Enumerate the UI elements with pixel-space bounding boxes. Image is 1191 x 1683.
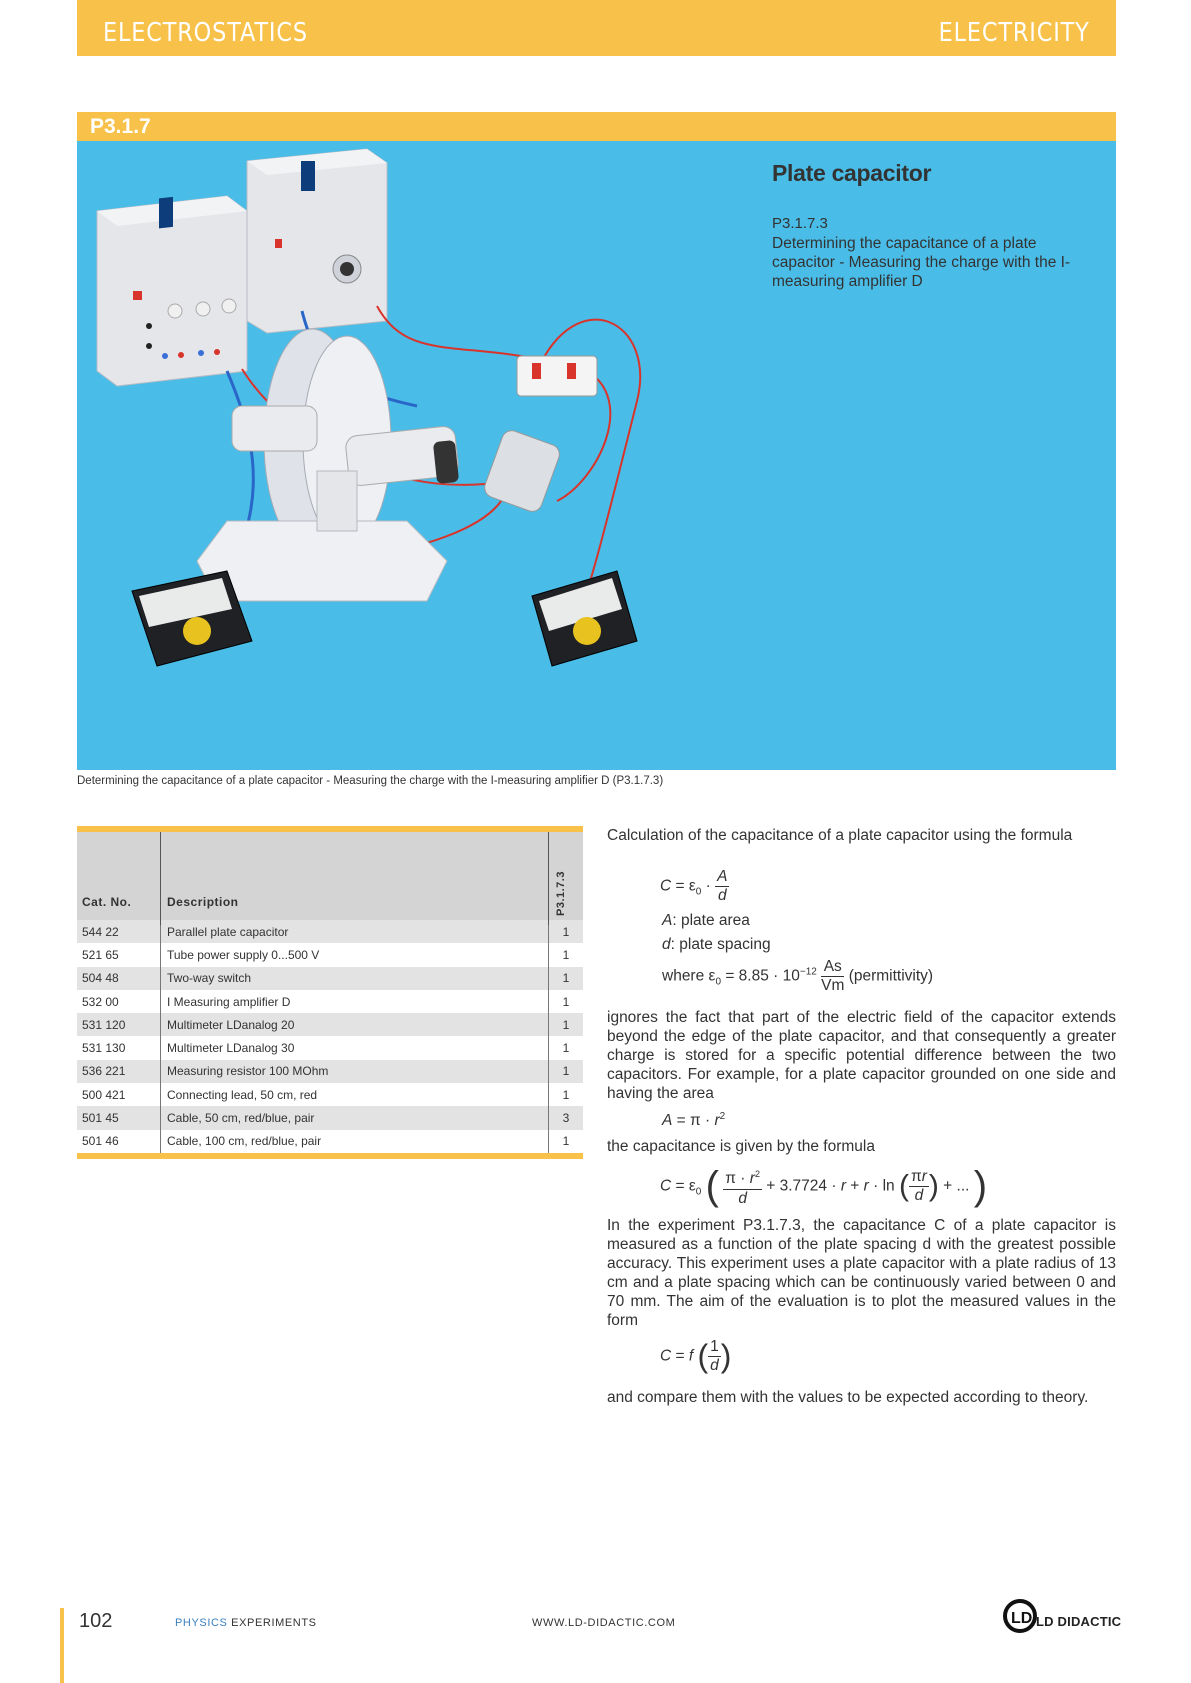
table-row — [77, 920, 583, 943]
equation-capacitance-corrected: $C = \varepsilon_0$ ( $\frac{\pi \cdot r^2}{d}$ + 3.7724 · r + r · ln ( $\frac{\pi r}{d}$ ) + ... ) — [660, 1164, 988, 1208]
table-row — [77, 1106, 583, 1129]
cell-quantity: 1 — [562, 1087, 570, 1102]
experiment-code: P3.1.7.3 — [772, 215, 828, 232]
cell-description: Tube power supply 0...500 V — [161, 943, 549, 966]
cell-description: Connecting lead, 50 cm, red — [161, 1083, 549, 1106]
cell-quantity: 1 — [562, 1064, 570, 1079]
table-row — [77, 943, 583, 966]
equipment-table — [77, 826, 583, 1159]
paragraph-formula-intro: the capacitance is given by the formula — [607, 1138, 875, 1155]
equation-permittivity: where $\varepsilon_0 = 8.85 \cdot 10^{-12}$ $\frac{As}{Vm}$ (permittivity) — [662, 958, 934, 994]
equation-area: $A = \pi \cdot r^2$ — [662, 1111, 726, 1130]
definition-a: A: plate area — [662, 912, 750, 929]
equation-capacitance: $C = \varepsilon_0$ · $\frac{A}{d}$ — [660, 868, 728, 904]
table-divider — [160, 832, 161, 925]
topic-title: Plate capacitor — [772, 160, 932, 186]
experiment-description: Determining the capacitance of a plate capacitor - Measuring the charge with the I-measuring amplifier D — [772, 235, 1071, 290]
table-body — [77, 920, 583, 1153]
cell-quantity: 1 — [562, 971, 570, 986]
cell-description: Multimeter LDanalog 30 — [161, 1036, 549, 1059]
cell-cat-no: 521 65 — [77, 943, 161, 966]
header-right-title: ELECTRICITY — [938, 18, 1090, 48]
cell-cat-no: 501 45 — [77, 1106, 161, 1129]
paragraph-field-extension: ignores the fact that part of the electric field of the capacitor extends beyond the edge of the plate capacitor, and that consequently a greater charge is stored for a specific potential difference between the two capacitors. For example, for a plate capacitor grounded on one side and having the area — [607, 1009, 1116, 1102]
cell-cat-no: 544 22 — [77, 920, 161, 943]
cell-quantity: 1 — [562, 924, 570, 939]
cell-cat-no: 504 48 — [77, 967, 161, 990]
paragraph-experiment: In the experiment P3.1.7.3, the capacitance C of a plate capacitor is measured as a function of the plate spacing d with the greatest possible accuracy. This experiment uses a plate capacitor with a plate radius of 13 cm and a plate spacing which can be continuously varied between 0 and 70 mm. The aim of the evaluation is to plot the measured values in the form — [607, 1217, 1116, 1329]
table-bottom-rule — [77, 1153, 583, 1159]
paragraph-compare: and compare them with the values to be expected according to theory. — [607, 1389, 1089, 1406]
cell-description: Multimeter LDanalog 20 — [161, 1013, 549, 1036]
cell-quantity: 1 — [562, 1134, 570, 1149]
svg-text:LD: LD — [1011, 1610, 1033, 1627]
footer-category: PHYSICS EXPERIMENTS — [175, 1617, 317, 1629]
cell-cat-no: 531 130 — [77, 1036, 161, 1059]
header-description: Description — [167, 895, 239, 909]
cell-description: Cable, 50 cm, red/blue, pair — [161, 1106, 549, 1129]
logo-text: LD DIDACTIC — [1036, 1614, 1122, 1629]
cell-description: Measuring resistor 100 MOhm — [161, 1060, 549, 1083]
cell-description: Parallel plate capacitor — [161, 920, 549, 943]
table-row — [77, 1060, 583, 1083]
header-left-title: ELECTROSTATICS — [103, 18, 308, 48]
cell-cat-no: 531 120 — [77, 1013, 161, 1036]
cell-quantity: 1 — [562, 947, 570, 962]
paragraph-intro: Calculation of the capacitance of a plate capacitor using the formula — [607, 827, 1073, 844]
cell-cat-no: 532 00 — [77, 990, 161, 1013]
cell-description: I Measuring amplifier D — [161, 990, 549, 1013]
table-row — [77, 1013, 583, 1036]
cell-quantity: 1 — [562, 1041, 570, 1056]
cell-description: Cable, 100 cm, red/blue, pair — [161, 1130, 549, 1153]
table-header — [77, 832, 583, 920]
figure-caption: Determining the capacitance of a plate capacitor - Measuring the charge with the I-measuring amplifier D (P3.1.7.3) — [77, 775, 664, 787]
table-divider — [548, 832, 549, 925]
cell-cat-no: 501 46 — [77, 1130, 161, 1153]
footer-accent-bar — [60, 1608, 64, 1683]
equation-plot-form: C = f ( $\frac{1}{d}$ ) — [660, 1338, 732, 1374]
cell-quantity: 3 — [562, 1111, 570, 1126]
cell-cat-no: 500 421 — [77, 1083, 161, 1106]
footer-url[interactable]: WWW.LD-DIDACTIC.COM — [532, 1617, 676, 1629]
section-bar — [77, 112, 1116, 141]
cell-description: Two-way switch — [161, 967, 549, 990]
header-experiment-column: P3.1.7.3 — [555, 871, 567, 916]
table-row — [77, 967, 583, 990]
cell-cat-no: 536 221 — [77, 1060, 161, 1083]
table-row — [77, 1130, 583, 1153]
header-cat-no: Cat. No. — [82, 895, 132, 909]
table-row — [77, 1036, 583, 1059]
definition-d: d: plate spacing — [662, 936, 771, 953]
cell-quantity: 1 — [562, 1017, 570, 1032]
page-number: 102 — [79, 1610, 113, 1632]
section-code: P3.1.7 — [90, 115, 151, 138]
table-row — [77, 1083, 583, 1106]
cell-quantity: 1 — [562, 994, 570, 1009]
header-bar — [77, 0, 1116, 56]
table-row — [77, 990, 583, 1013]
